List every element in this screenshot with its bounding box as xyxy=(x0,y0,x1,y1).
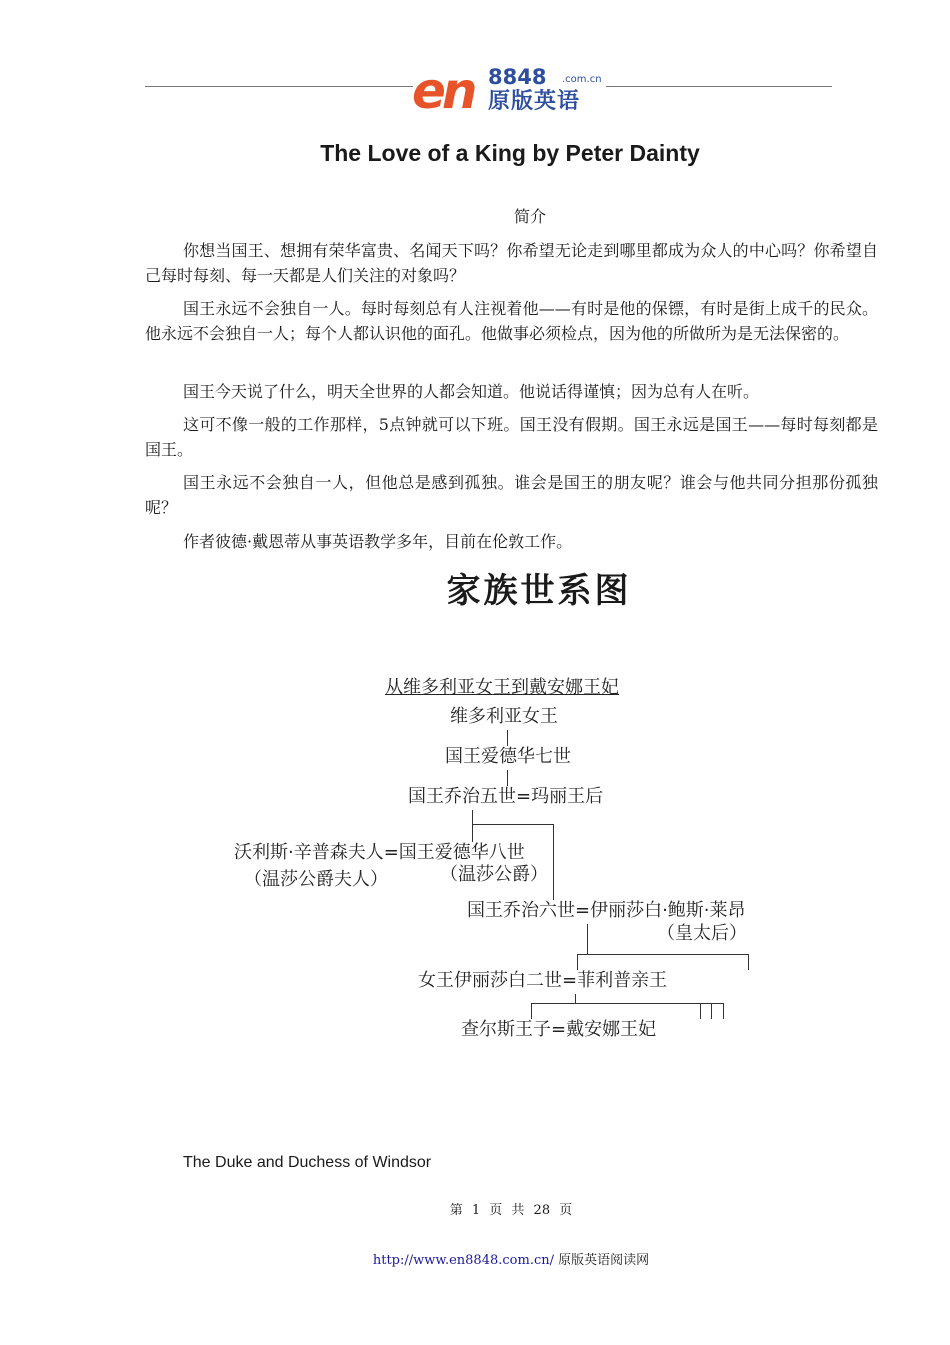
footer-url-link[interactable]: http://www.en8848.com.cn/ xyxy=(372,1253,554,1268)
tree-connector xyxy=(507,730,508,746)
tree-node-edward7: 国王爱德华七世 xyxy=(445,746,571,767)
tree-node-elizabeth2: 女王伊丽莎白二世=菲利普亲王 xyxy=(418,970,668,991)
tree-node-victoria: 维多利亚女王 xyxy=(450,706,558,727)
intro-heading: 简介 xyxy=(513,207,546,226)
tree-node-edward8: 沃利斯·辛普森夫人=国王爱德华八世 xyxy=(234,842,525,863)
tree-connector xyxy=(531,1003,724,1004)
tree-connector xyxy=(531,1003,532,1019)
logo-en-mark: en xyxy=(412,62,474,120)
image-caption: The Duke and Duchess of Windsor xyxy=(183,1154,432,1171)
tree-connector xyxy=(587,924,588,954)
footer-site-name: 原版英语阅读网 xyxy=(558,1253,650,1268)
tree-connector xyxy=(700,1003,701,1019)
intro-paragraph: 国王永远不会独自一人，但他总是感到孤独。谁会是国王的朋友呢？谁会与他共同分担那份孤独呢？ xyxy=(145,473,878,517)
tree-connector xyxy=(507,770,508,786)
intro-paragraph: 作者彼德·戴恩蒂从事英语教学多年，目前在伦敦工作。 xyxy=(183,532,573,551)
logo-chinese: 原版英语 xyxy=(488,89,581,114)
tree-connector xyxy=(553,824,554,900)
tree-connector xyxy=(472,824,473,842)
tree-node-george6-note: （皇太后） xyxy=(657,923,747,944)
intro-paragraph: 这可不像一般的工作那样，5点钟就可以下班。国王没有假期。国王永远是国王——每时每刻都是国王。 xyxy=(145,415,878,459)
intro-paragraph: 你想当国王、想拥有荣华富贵、名闻天下吗？你希望无论走到哪里都成为众人的中心吗？你希望自己每时每刻、每一天都是人们关注的对象吗？ xyxy=(145,241,878,285)
tree-connector xyxy=(472,810,473,824)
tree-node-edward8-duke-note: （温莎公爵） xyxy=(440,864,548,885)
intro-paragraph: 国王今天说了什么，明天全世界的人都会知道。他说话得谨慎；因为总有人在听。 xyxy=(183,382,760,401)
tree-node-george6: 国王乔治六世=伊丽莎白·鲍斯·莱昂 xyxy=(467,900,746,921)
logo-domain: .com.cn xyxy=(562,74,602,85)
footer-source xyxy=(0,1249,950,1268)
family-tree-heading: 家族世系图 xyxy=(446,571,632,611)
tree-connector xyxy=(748,954,749,970)
tree-chart-title: 从维多利亚女王到戴安娜王妃 xyxy=(385,677,619,698)
tree-connector xyxy=(723,1003,724,1019)
page-number: 第 1 页 共 28 页 xyxy=(449,1203,573,1218)
tree-connector xyxy=(711,1003,712,1019)
document-title: The Love of a King by Peter Dainty xyxy=(320,140,700,166)
tree-node-charles: 查尔斯王子=戴安娜王妃 xyxy=(461,1019,657,1040)
tree-connector xyxy=(577,954,578,970)
tree-node-edward8-duchess-note: （温莎公爵夫人） xyxy=(244,869,388,890)
logo-number: 8848 xyxy=(488,65,547,89)
tree-connector xyxy=(577,954,749,955)
intro-paragraph: 国王永远不会独自一人。每时每刻总有人注视着他——有时是他的保镖，有时是街上成千的民众。他永远不会独自一人；每个人都认识他的面孔。他做事必须检点，因为他的所做所为是无法保密的。 xyxy=(145,299,878,343)
tree-connector xyxy=(472,824,554,825)
tree-node-george5: 国王乔治五世=玛丽王后 xyxy=(408,786,604,807)
